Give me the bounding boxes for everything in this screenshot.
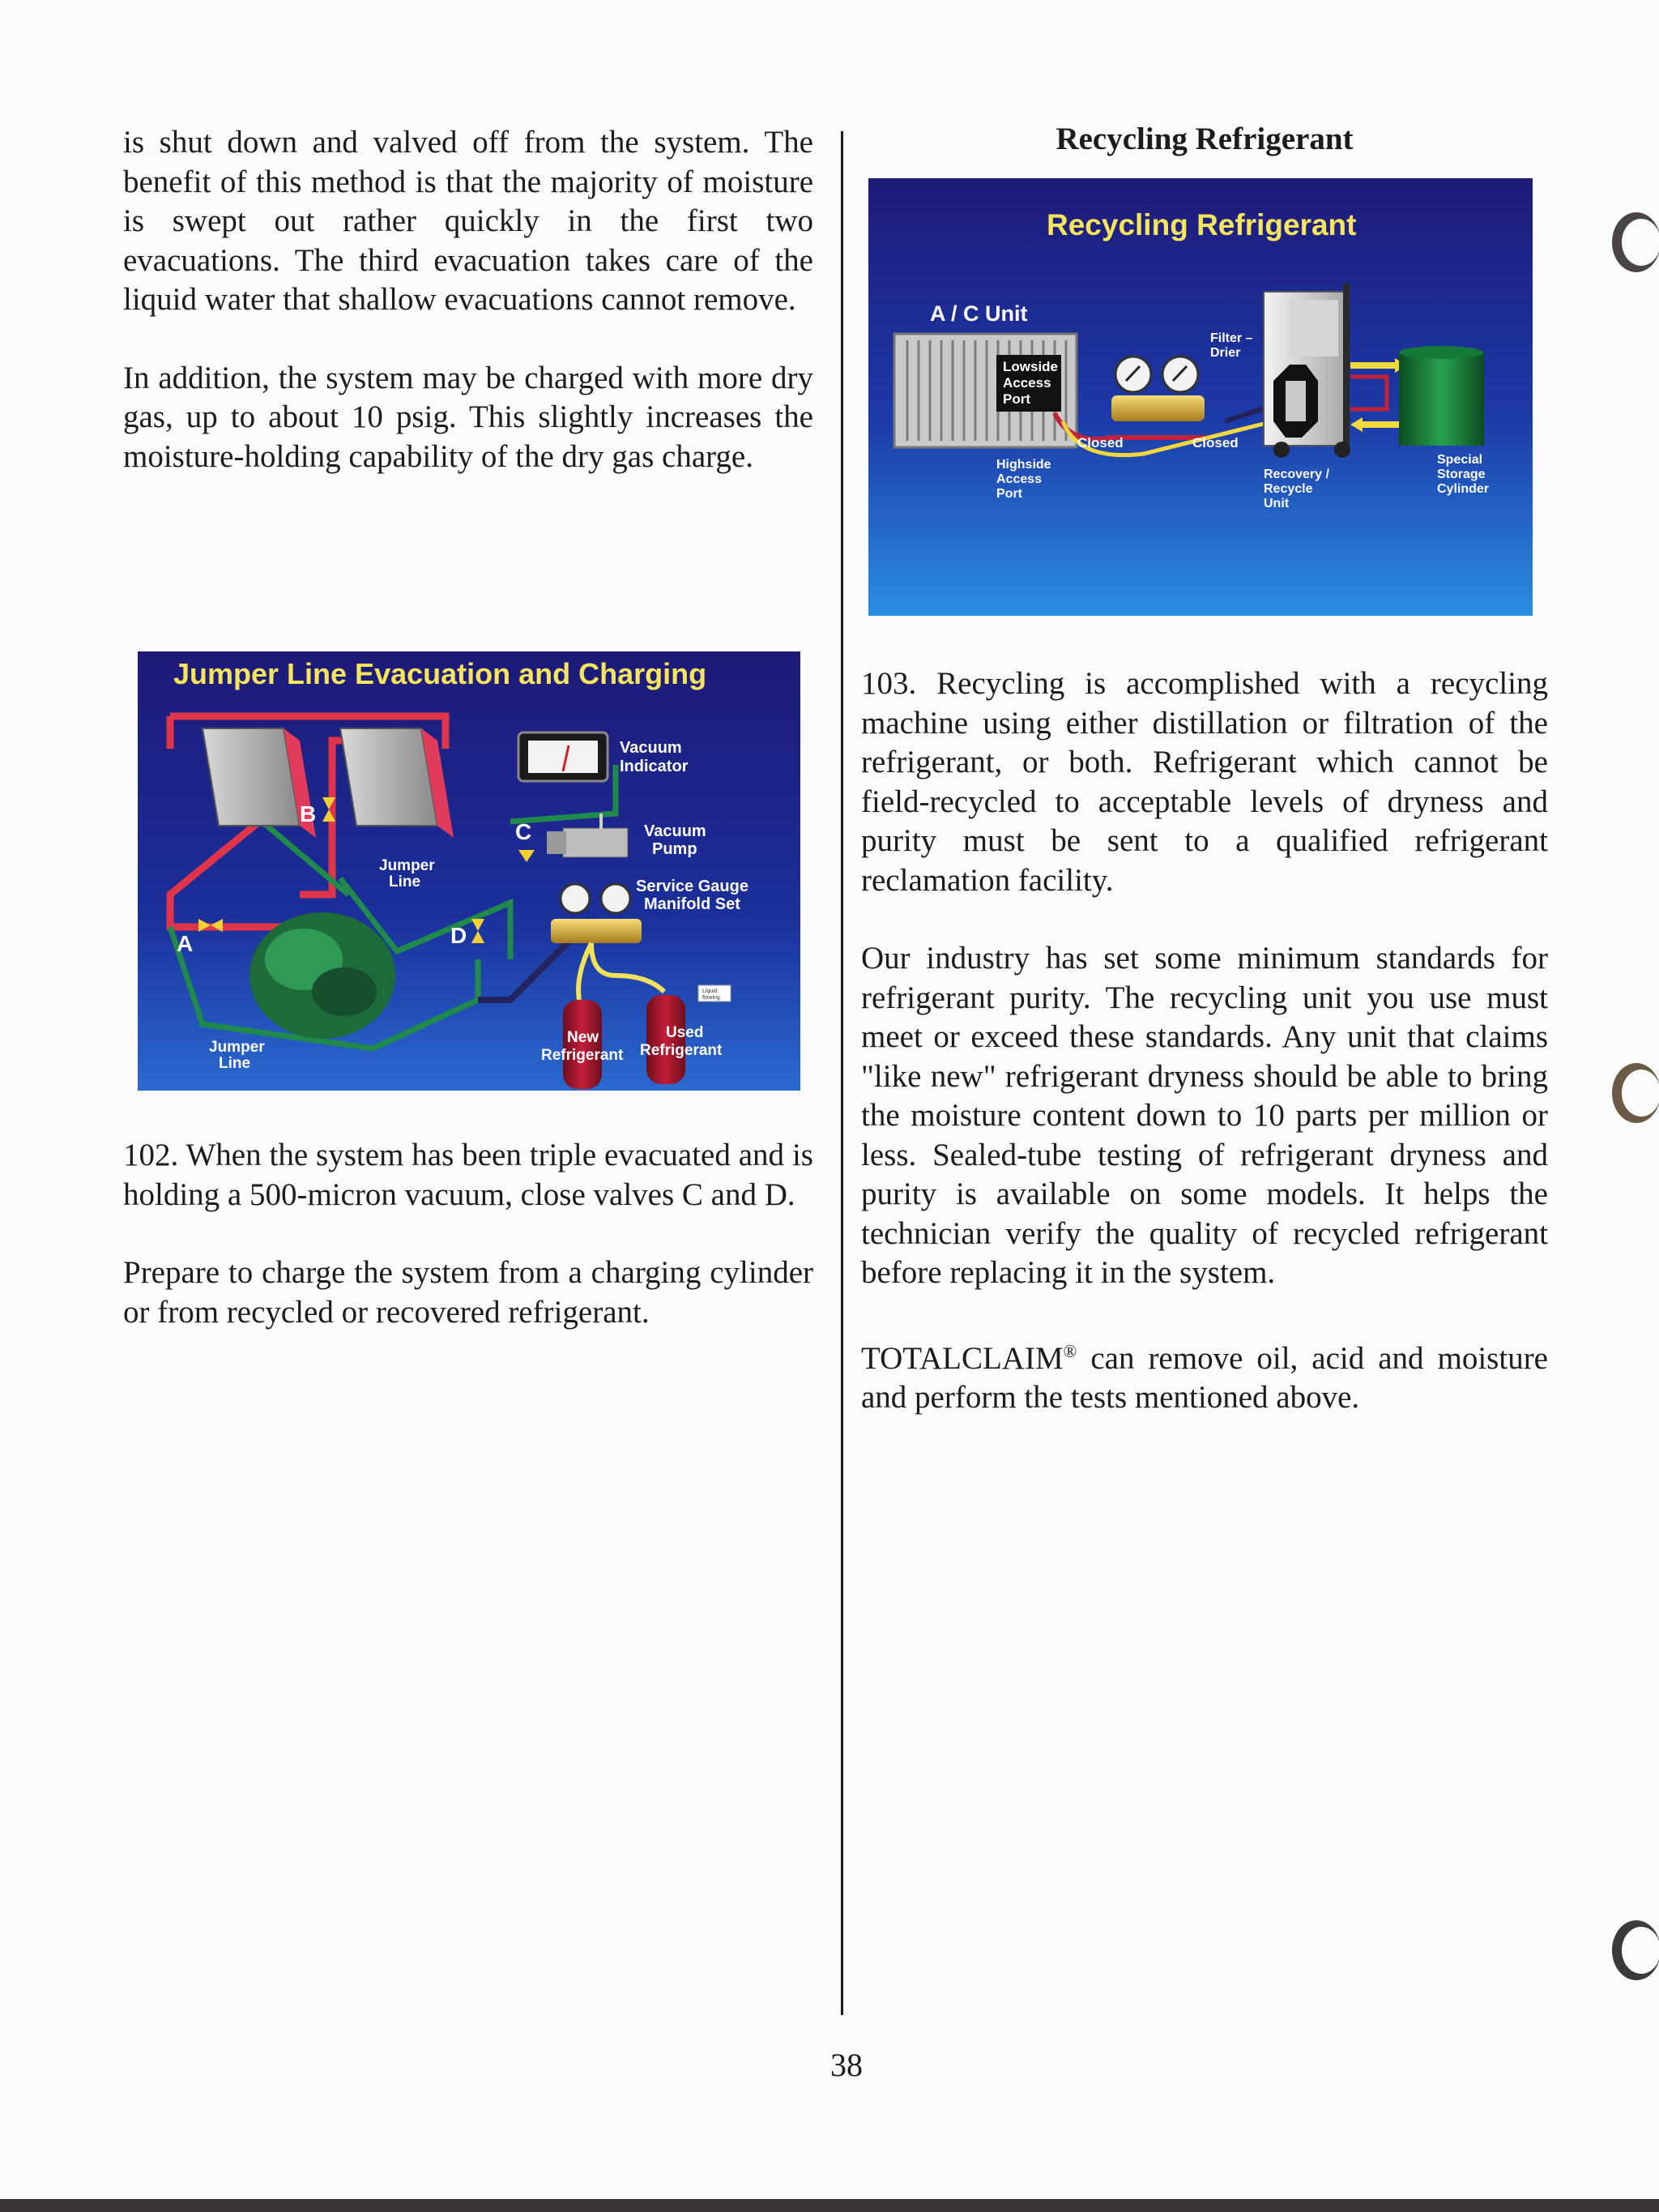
svg-text:D: D — [450, 923, 467, 948]
svg-text:Refrigerant: Refrigerant — [640, 1042, 723, 1059]
right-paragraph-3-text: can remove oil, acid and moisture and perform the tests mentioned above. — [861, 1340, 1548, 1415]
svg-text:Service Gauge: Service Gauge — [636, 878, 748, 895]
left-paragraph-3: 102. When the system has been triple evacuated and is holding a 500-micron vacuum, close valves C and D. — [123, 1138, 813, 1212]
svg-text:Refrigerant: Refrigerant — [541, 1047, 624, 1064]
section-heading: Recycling Refrigerant — [1056, 122, 1354, 156]
svg-text:B: B — [300, 801, 317, 826]
svg-text:Special: Special — [1437, 453, 1483, 467]
svg-text:Cylinder: Cylinder — [1437, 482, 1490, 496]
svg-text:Port: Port — [996, 487, 1022, 501]
left-paragraph-4: Prepare to charge the system from a charging cylinder or from recycled or recovered refrigerant. — [123, 1255, 813, 1330]
svg-text:Filter –: Filter – — [1210, 331, 1253, 345]
condenser-coil-left — [203, 728, 316, 838]
jumper-line-label-top: Jumper — [379, 857, 435, 874]
figure-title: Jumper Line Evacuation and Charging — [173, 657, 707, 690]
liquid-flowing-tag — [698, 985, 731, 1001]
svg-text:Unit: Unit — [1264, 497, 1290, 510]
lowside-port-label — [996, 355, 1061, 412]
right-paragraph-3 — [861, 1332, 1548, 1418]
svg-text:A: A — [177, 931, 194, 956]
left-paragraph-1: is shut down and valved off from the system. The benefit of this method is that the majority of moisture is swept out rather quickly in the first two evacuations. The third evacuation takes care of the liquid water that shallow evacuations cannot remove. — [123, 125, 813, 317]
svg-text:Used: Used — [666, 1024, 704, 1041]
scan-edge-bar — [0, 2199, 1659, 2212]
right-paragraph-2: Our industry has set some minimum standards for refrigerant purity. The recycling unit you use must meet or exceed these standards. Any unit that claims "like new" refrigerant dryness should be able to bring the moisture content down to 10 parts per million or less. Sealed-tube testing of refrigerant dryness and purity is available on some models. It helps the technician verify the quality of recycled refrigerant before replacing it in the system. — [861, 941, 1548, 1290]
svg-text:New: New — [567, 1029, 599, 1046]
svg-text:Line: Line — [219, 1055, 251, 1072]
svg-text:Recycle: Recycle — [1264, 482, 1313, 496]
figure-title: Recycling Refrigerant — [1047, 208, 1357, 241]
left-column — [123, 123, 813, 476]
svg-text:Access: Access — [996, 472, 1043, 486]
jumper-line-figure — [138, 651, 800, 1091]
closed-label-left: Closed — [1077, 435, 1124, 451]
binder-hole-middle — [1612, 1063, 1659, 1123]
svg-text:A / C Unit: A / C Unit — [930, 301, 1028, 326]
left-paragraph-2: In addition, the system may be charged with more dry gas, up to about 10 psig. This slightly increases the moisture-holding capability of the dry gas charge. — [123, 360, 813, 474]
svg-text:Indicator: Indicator — [620, 758, 689, 775]
page-number: 38 — [830, 2047, 863, 2083]
compressor — [249, 912, 395, 1039]
svg-text:flowing: flowing — [702, 995, 720, 1001]
right-heading-block — [861, 122, 1548, 157]
svg-text:Access: Access — [1003, 375, 1051, 391]
brand-name: TOTALCLAIM — [861, 1340, 1064, 1376]
registered-mark: ® — [1063, 1340, 1077, 1361]
svg-text:Highside: Highside — [996, 458, 1051, 472]
svg-text:Recovery /: Recovery / — [1264, 468, 1329, 481]
svg-text:Lowside: Lowside — [1003, 359, 1059, 374]
condenser-coil-right — [340, 728, 454, 838]
closed-label-right: Closed — [1192, 435, 1239, 451]
svg-text:Liquid: Liquid — [702, 989, 718, 994]
binder-hole-top — [1612, 212, 1659, 272]
svg-text:Drier: Drier — [1210, 346, 1241, 360]
svg-text:Port: Port — [1003, 391, 1030, 407]
svg-text:Pump: Pump — [652, 840, 697, 858]
column-divider — [841, 131, 843, 2015]
svg-text:Vacuum: Vacuum — [644, 822, 706, 840]
binder-hole-bottom — [1612, 1920, 1659, 1980]
svg-text:Manifold Set: Manifold Set — [644, 895, 740, 913]
right-paragraph-1: 103. Recycling is accomplished with a recycling machine using either distillation or filtration of the refrigerant, or both. Refrigerant which cannot be field-recycled to acceptable levels of dryness and purity must be sent to a qualified refrigerant reclamation facility. — [861, 666, 1548, 898]
svg-text:C: C — [515, 819, 532, 844]
left-column-lower — [123, 1136, 813, 1332]
right-column-text — [861, 664, 1548, 1418]
jumper-line-label-bottom: Jumper — [209, 1039, 265, 1056]
recycling-figure — [868, 178, 1533, 616]
svg-text:Storage: Storage — [1437, 468, 1486, 481]
svg-text:Line: Line — [389, 873, 421, 890]
svg-text:Vacuum: Vacuum — [620, 739, 682, 757]
